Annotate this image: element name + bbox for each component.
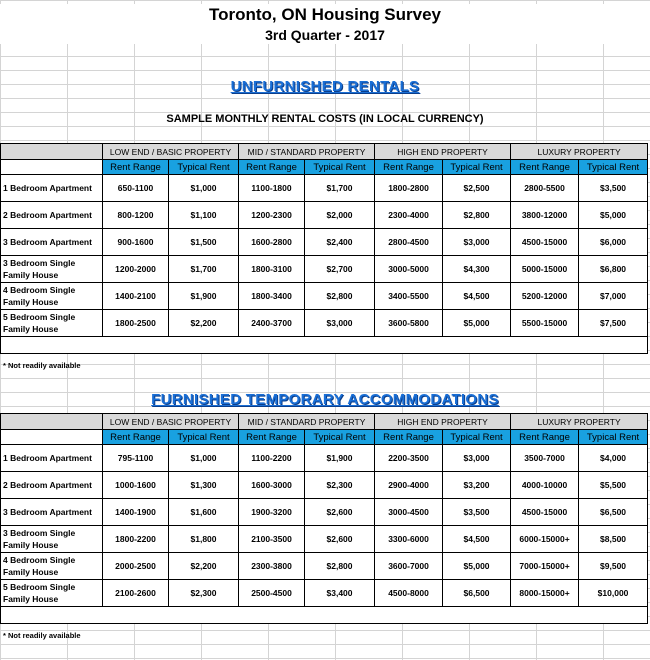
group-luxury: LUXURY PROPERTY xyxy=(511,144,648,160)
typical-rent-cell: $5,000 xyxy=(579,202,648,229)
rent-range-cell: 3800-12000 xyxy=(511,202,579,229)
rent-range-cell: 1600-2800 xyxy=(239,229,305,256)
rent-range-cell: 3400-5500 xyxy=(375,283,443,310)
typical-rent-cell: $6,800 xyxy=(579,256,648,283)
rent-range-cell: 2100-3500 xyxy=(239,526,305,553)
rent-range-cell: 1400-1900 xyxy=(103,499,169,526)
rent-range-cell: 6000-15000+ xyxy=(511,526,579,553)
rent-range-cell: 1200-2000 xyxy=(103,256,169,283)
page-title: Toronto, ON Housing Survey xyxy=(0,4,650,26)
typical-rent-cell: $9,500 xyxy=(579,553,648,580)
row-label: 4 Bedroom Single Family House xyxy=(1,283,103,310)
typical-rent-cell: $6,000 xyxy=(579,229,648,256)
unfurnished-rentals-table xyxy=(0,143,648,354)
rent-range-cell: 5000-15000 xyxy=(511,256,579,283)
typical-rent-cell: $2,800 xyxy=(305,283,375,310)
column-header: Rent Range xyxy=(511,430,579,445)
rent-range-cell: 1200-2300 xyxy=(239,202,305,229)
typical-rent-cell: $1,600 xyxy=(169,499,239,526)
row-label: 3 Bedroom Apartment xyxy=(1,499,103,526)
typical-rent-cell: $4,000 xyxy=(579,445,648,472)
typical-rent-cell: $8,500 xyxy=(579,526,648,553)
column-header: Rent Range xyxy=(103,430,169,445)
group-luxury: LUXURY PROPERTY xyxy=(511,414,648,430)
typical-rent-cell: $2,300 xyxy=(169,580,239,607)
row-label: 2 Bedroom Apartment xyxy=(1,202,103,229)
table-row xyxy=(1,310,648,337)
column-header: Typical Rent xyxy=(443,430,511,445)
typical-rent-cell: $1,900 xyxy=(169,283,239,310)
typical-rent-cell: $3,000 xyxy=(443,229,511,256)
group-mid: MID / STANDARD PROPERTY xyxy=(239,144,375,160)
group-high-end: HIGH END PROPERTY xyxy=(375,414,511,430)
typical-rent-cell: $5,000 xyxy=(443,310,511,337)
column-header: Typical Rent xyxy=(443,160,511,175)
column-header: Rent Range xyxy=(103,160,169,175)
column-header-row xyxy=(1,430,648,445)
typical-rent-cell: $5,500 xyxy=(579,472,648,499)
typical-rent-cell: $10,000 xyxy=(579,580,648,607)
typical-rent-cell: $3,200 xyxy=(443,472,511,499)
typical-rent-cell: $1,500 xyxy=(169,229,239,256)
row-label: 1 Bedroom Apartment xyxy=(1,445,103,472)
group-high-end: HIGH END PROPERTY xyxy=(375,144,511,160)
rent-range-cell: 5500-15000 xyxy=(511,310,579,337)
rent-range-cell: 1600-3000 xyxy=(239,472,305,499)
column-header: Rent Range xyxy=(511,160,579,175)
rent-range-cell: 1800-2800 xyxy=(375,175,443,202)
rent-range-cell: 1800-3100 xyxy=(239,256,305,283)
rent-range-cell: 1000-1600 xyxy=(103,472,169,499)
typical-rent-cell: $2,700 xyxy=(305,256,375,283)
group-header-row xyxy=(1,414,648,430)
typical-rent-cell: $2,800 xyxy=(443,202,511,229)
table-row xyxy=(1,202,648,229)
group-low-end: LOW END / BASIC PROPERTY xyxy=(103,144,239,160)
column-header: Typical Rent xyxy=(169,160,239,175)
section-heading-furnished: FURNISHED TEMPORARY ACCOMMODATIONS xyxy=(151,391,499,408)
rent-range-cell: 4000-10000 xyxy=(511,472,579,499)
table-row xyxy=(1,553,648,580)
typical-rent-cell: $1,900 xyxy=(305,445,375,472)
column-header-row xyxy=(1,160,648,175)
typical-rent-cell: $1,300 xyxy=(169,472,239,499)
furnished-accommodations-table xyxy=(0,413,648,624)
rent-range-cell: 1100-1800 xyxy=(239,175,305,202)
typical-rent-cell: $3,400 xyxy=(305,580,375,607)
column-header: Typical Rent xyxy=(579,160,648,175)
rent-range-cell: 7000-15000+ xyxy=(511,553,579,580)
group-low-end: LOW END / BASIC PROPERTY xyxy=(103,414,239,430)
table-row xyxy=(1,445,648,472)
footnote: * Not readily available xyxy=(3,361,81,370)
page-subtitle: 3rd Quarter - 2017 xyxy=(0,26,650,44)
typical-rent-cell: $3,000 xyxy=(443,445,511,472)
row-label: 3 Bedroom Single Family House xyxy=(1,526,103,553)
row-label: 5 Bedroom Single Family House xyxy=(1,580,103,607)
table-row xyxy=(1,256,648,283)
column-header: Rent Range xyxy=(375,160,443,175)
rent-range-cell: 2500-4500 xyxy=(239,580,305,607)
rent-range-cell: 800-1200 xyxy=(103,202,169,229)
rent-range-cell: 4500-15000 xyxy=(511,229,579,256)
rent-range-cell: 3000-5000 xyxy=(375,256,443,283)
rent-range-cell: 2300-4000 xyxy=(375,202,443,229)
blank-row xyxy=(1,607,648,624)
column-header: Rent Range xyxy=(375,430,443,445)
rent-range-cell: 2000-2500 xyxy=(103,553,169,580)
rent-range-cell: 3000-4500 xyxy=(375,499,443,526)
rent-range-cell: 2800-5500 xyxy=(511,175,579,202)
typical-rent-cell: $4,500 xyxy=(443,526,511,553)
row-label: 3 Bedroom Apartment xyxy=(1,229,103,256)
typical-rent-cell: $2,200 xyxy=(169,310,239,337)
corner-cell xyxy=(1,144,103,160)
column-header: Rent Range xyxy=(239,160,305,175)
column-header: Rent Range xyxy=(239,430,305,445)
column-header: Typical Rent xyxy=(305,160,375,175)
typical-rent-cell: $2,800 xyxy=(305,553,375,580)
group-header-row xyxy=(1,144,648,160)
rent-range-cell: 3300-6000 xyxy=(375,526,443,553)
rent-range-cell: 2900-4000 xyxy=(375,472,443,499)
typical-rent-cell: $2,500 xyxy=(443,175,511,202)
typical-rent-cell: $2,300 xyxy=(305,472,375,499)
rent-range-cell: 3600-5800 xyxy=(375,310,443,337)
rent-range-cell: 650-1100 xyxy=(103,175,169,202)
rent-range-cell: 2400-3700 xyxy=(239,310,305,337)
corner-cell xyxy=(1,160,103,175)
typical-rent-cell: $4,500 xyxy=(443,283,511,310)
typical-rent-cell: $2,200 xyxy=(169,553,239,580)
typical-rent-cell: $1,800 xyxy=(169,526,239,553)
section-subheading: SAMPLE MONTHLY RENTAL COSTS (IN LOCAL CURRENCY) xyxy=(166,113,484,125)
rent-range-cell: 3600-7000 xyxy=(375,553,443,580)
rent-range-cell: 2200-3500 xyxy=(375,445,443,472)
typical-rent-cell: $6,500 xyxy=(443,580,511,607)
row-label: 3 Bedroom Single Family House xyxy=(1,256,103,283)
row-label: 2 Bedroom Apartment xyxy=(1,472,103,499)
table-row xyxy=(1,283,648,310)
typical-rent-cell: $7,500 xyxy=(579,310,648,337)
typical-rent-cell: $1,000 xyxy=(169,445,239,472)
typical-rent-cell: $2,600 xyxy=(305,526,375,553)
table-row xyxy=(1,526,648,553)
typical-rent-cell: $2,400 xyxy=(305,229,375,256)
rent-range-cell: 1800-3400 xyxy=(239,283,305,310)
rent-range-cell: 8000-15000+ xyxy=(511,580,579,607)
column-header: Typical Rent xyxy=(579,430,648,445)
rent-range-cell: 1800-2200 xyxy=(103,526,169,553)
typical-rent-cell: $1,100 xyxy=(169,202,239,229)
table-row xyxy=(1,580,648,607)
typical-rent-cell: $2,600 xyxy=(305,499,375,526)
rent-range-cell: 1100-2200 xyxy=(239,445,305,472)
rent-range-cell: 1400-2100 xyxy=(103,283,169,310)
column-header: Typical Rent xyxy=(305,430,375,445)
typical-rent-cell: $6,500 xyxy=(579,499,648,526)
typical-rent-cell: $7,000 xyxy=(579,283,648,310)
rent-range-cell: 3500-7000 xyxy=(511,445,579,472)
row-label: 1 Bedroom Apartment xyxy=(1,175,103,202)
typical-rent-cell: $5,000 xyxy=(443,553,511,580)
corner-cell xyxy=(1,414,103,430)
footnote: * Not readily available xyxy=(3,631,81,640)
typical-rent-cell: $1,700 xyxy=(169,256,239,283)
section-heading-unfurnished: UNFURNISHED RENTALS xyxy=(230,78,420,95)
typical-rent-cell: $1,000 xyxy=(169,175,239,202)
rent-range-cell: 900-1600 xyxy=(103,229,169,256)
rent-range-cell: 2100-2600 xyxy=(103,580,169,607)
typical-rent-cell: $2,000 xyxy=(305,202,375,229)
column-header: Typical Rent xyxy=(169,430,239,445)
rent-range-cell: 4500-15000 xyxy=(511,499,579,526)
rent-range-cell: 2800-4500 xyxy=(375,229,443,256)
row-label: 5 Bedroom Single Family House xyxy=(1,310,103,337)
table-row xyxy=(1,499,648,526)
typical-rent-cell: $1,700 xyxy=(305,175,375,202)
typical-rent-cell: $3,500 xyxy=(579,175,648,202)
blank-row xyxy=(1,337,648,354)
table-row xyxy=(1,175,648,202)
typical-rent-cell: $4,300 xyxy=(443,256,511,283)
table-row xyxy=(1,472,648,499)
rent-range-cell: 1800-2500 xyxy=(103,310,169,337)
rent-range-cell: 2300-3800 xyxy=(239,553,305,580)
rent-range-cell: 5200-12000 xyxy=(511,283,579,310)
row-label: 4 Bedroom Single Family House xyxy=(1,553,103,580)
rent-range-cell: 4500-8000 xyxy=(375,580,443,607)
rent-range-cell: 1900-3200 xyxy=(239,499,305,526)
typical-rent-cell: $3,000 xyxy=(305,310,375,337)
corner-cell xyxy=(1,430,103,445)
typical-rent-cell: $3,500 xyxy=(443,499,511,526)
table-row xyxy=(1,229,648,256)
group-mid: MID / STANDARD PROPERTY xyxy=(239,414,375,430)
rent-range-cell: 795-1100 xyxy=(103,445,169,472)
